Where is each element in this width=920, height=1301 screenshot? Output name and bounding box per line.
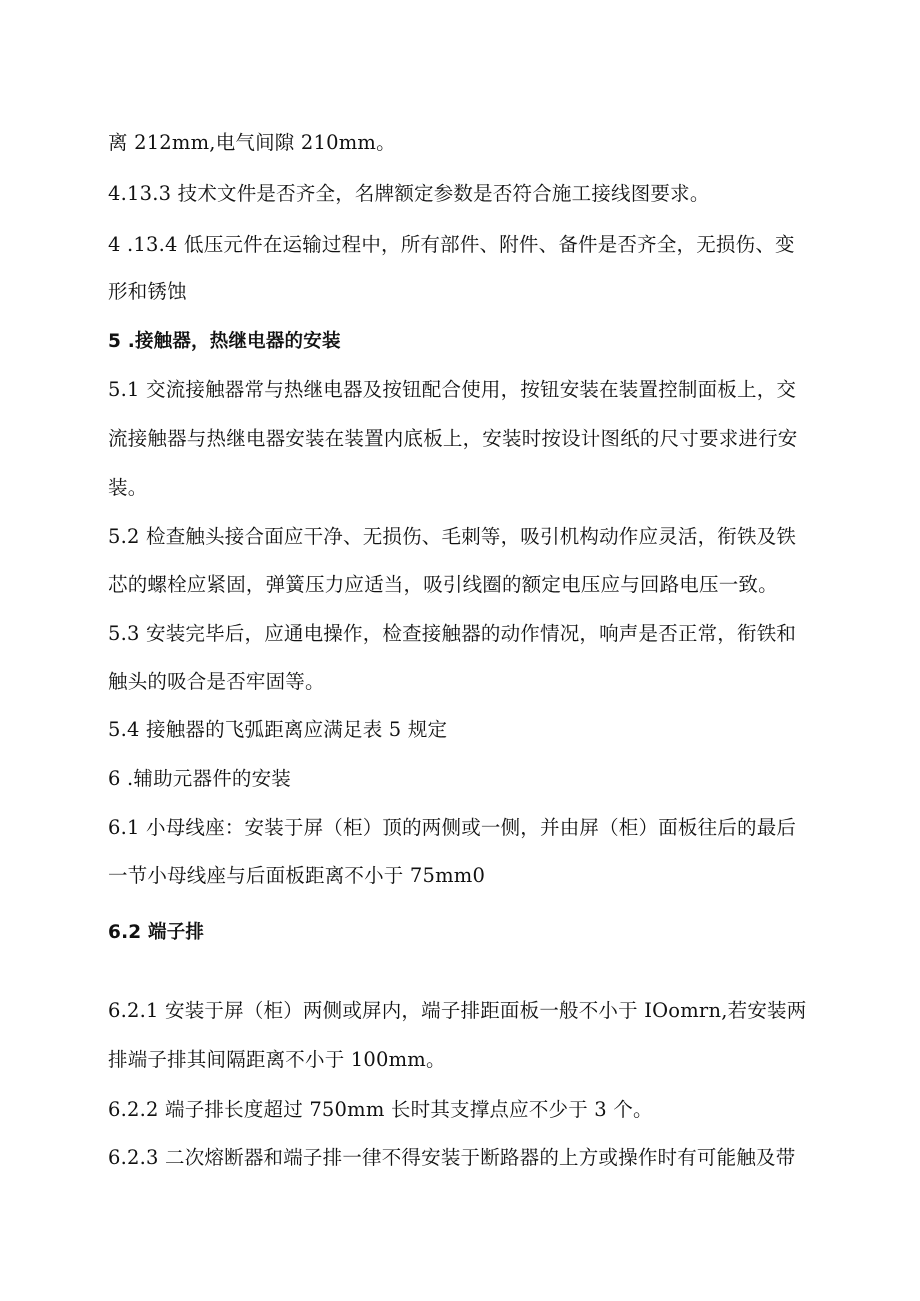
section-heading-5: 5 .接触器，热继电器的安装 xyxy=(108,331,341,352)
text-line-4-13-4: 4 .13.4 低压元件在运输过程中，所有部件、附件、备件是否齐全，无损伤、变 xyxy=(108,233,795,256)
text-line-6-2-1-continued: 排端子排其间隔距离不小于 100mm。 xyxy=(108,1048,446,1071)
text-line-5-2-continued: 芯的螺栓应紧固，弹簧压力应适当，吸引线圈的额定电压应与回路电压一致。 xyxy=(108,573,778,596)
text-line-6-2-1: 6.2.1 安装于屏（柜）两侧或屏内，端子排距面板一般不小于 IOomrn,若安装两 xyxy=(108,999,807,1022)
text-line-5-1-end: 装。 xyxy=(108,476,148,499)
text-line-5-2: 5.2 检查触头接合面应干净、无损伤、毛刺等，吸引机构动作应灵活，衔铁及铁 xyxy=(108,525,797,548)
section-heading-6: 6 .辅助元器件的安装 xyxy=(108,767,292,790)
text-line-4-13-4-continued: 形和锈蚀 xyxy=(108,280,187,303)
text-line-6-1-continued: 一节小母线座与后面板距离不小于 75mm0 xyxy=(108,864,486,887)
text-line-5-3: 5.3 安装完毕后，应通电操作，检查接触器的动作情况，响声是否正常，衔铁和 xyxy=(108,622,797,645)
text-line-5-1: 5.1 交流接触器常与热继电器及按钮配合使用，按钮安装在装置控制面板上，交 xyxy=(108,378,797,401)
text-line-6-2-3: 6.2.3 二次熔断器和端子排一律不得安装于断路器的上方或操作时有可能触及带 xyxy=(108,1146,796,1169)
text-line-4-13-3: 4.13.3 技术文件是否齐全，名牌额定参数是否符合施工接线图要求。 xyxy=(108,182,710,205)
text-line-5-1-continued: 流接触器与热继电器安装在装置内底板上，安装时按设计图纸的尺寸要求进行安 xyxy=(108,427,798,450)
text-line-clearance-continued: 离 212mm,电气间隙 210mm。 xyxy=(108,131,396,154)
text-line-5-3-continued: 触头的吸合是否牢固等。 xyxy=(108,670,325,693)
section-heading-6-2: 6.2 端子排 xyxy=(108,922,205,943)
text-line-6-1: 6.1 小母线座：安装于屏（柜）顶的两侧或一侧，并由屏（柜）面板往后的最后 xyxy=(108,816,797,839)
text-line-6-2-2: 6.2.2 端子排长度超过 750mm 长时其支撑点应不少于 3 个。 xyxy=(108,1098,653,1121)
text-line-5-4: 5.4 接触器的飞弧距离应满足表 5 规定 xyxy=(108,718,448,741)
